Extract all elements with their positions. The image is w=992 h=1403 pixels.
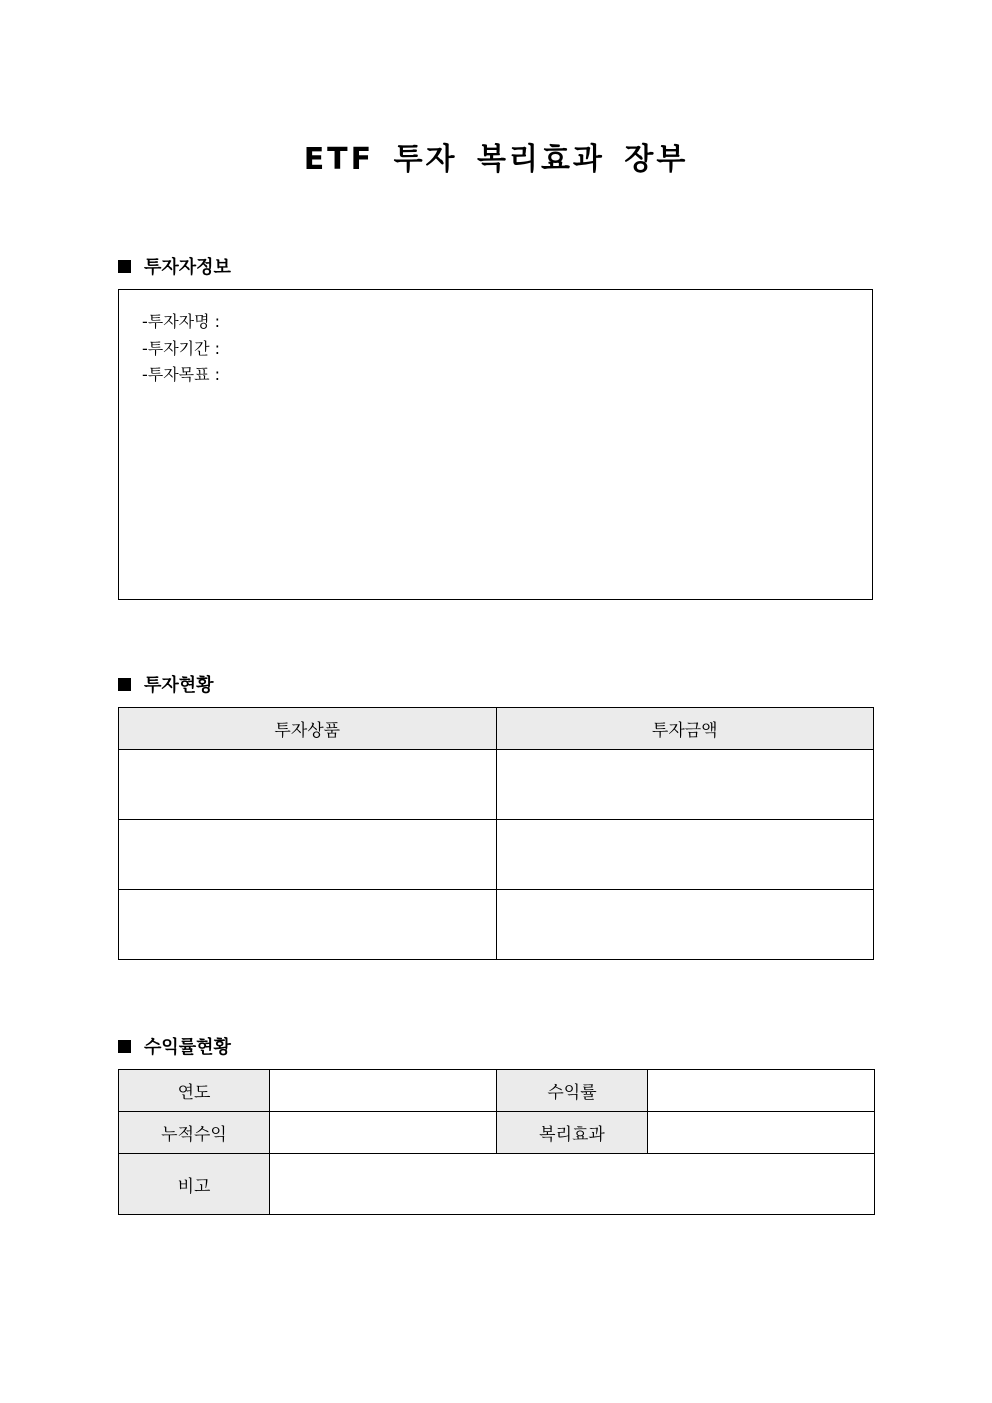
product-cell[interactable] [119,890,497,960]
note-value[interactable] [270,1154,875,1215]
table-header-row [119,708,874,750]
compound-effect-label: 복리효과 [497,1112,648,1154]
year-label: 연도 [119,1070,270,1112]
table-row [119,820,874,890]
table-row [119,1154,875,1215]
column-header-product: 투자상품 [119,708,497,750]
document-title: ETF 투자 복리효과 장부 [303,142,689,177]
cumulative-return-value[interactable] [270,1112,497,1154]
investment-goal-label: -투자목표 : [142,365,221,384]
investor-name-label: -투자자명 : [142,312,221,331]
investor-name-line [142,309,220,336]
investment-period-label: -투자기간 : [142,338,221,358]
cumulative-return-label: 누적수익 [119,1112,270,1154]
amount-cell[interactable] [496,750,874,820]
square-bullet-icon [118,678,131,691]
column-header-amount: 투자금액 [496,708,874,750]
return-rate-value[interactable] [648,1070,875,1112]
product-cell[interactable] [119,750,497,820]
return-rate-label: 수익률 [497,1070,648,1112]
note-label: 비고 [119,1154,270,1215]
amount-cell[interactable] [496,890,874,960]
product-cell[interactable] [119,820,497,890]
square-bullet-icon [118,260,131,273]
section-heading-return-status [118,1033,231,1059]
investor-info-box [118,289,873,600]
investment-period-line [142,336,220,363]
investment-status-table [118,707,874,960]
table-row [119,1070,875,1112]
year-value[interactable] [270,1070,497,1112]
section-heading-label: 투자현황 [144,675,214,696]
section-heading-investment-status [118,671,214,697]
section-heading-investor-info [118,253,231,279]
return-status-table [118,1069,875,1215]
section-heading-label: 투자자정보 [144,257,231,278]
investment-goal-line [142,362,220,389]
table-row [119,750,874,820]
square-bullet-icon [118,1040,131,1053]
table-row [119,890,874,960]
section-heading-label: 수익률현황 [144,1037,231,1058]
amount-cell[interactable] [496,820,874,890]
compound-effect-value[interactable] [648,1112,875,1154]
table-row [119,1112,875,1154]
investor-info-lines [142,309,220,389]
